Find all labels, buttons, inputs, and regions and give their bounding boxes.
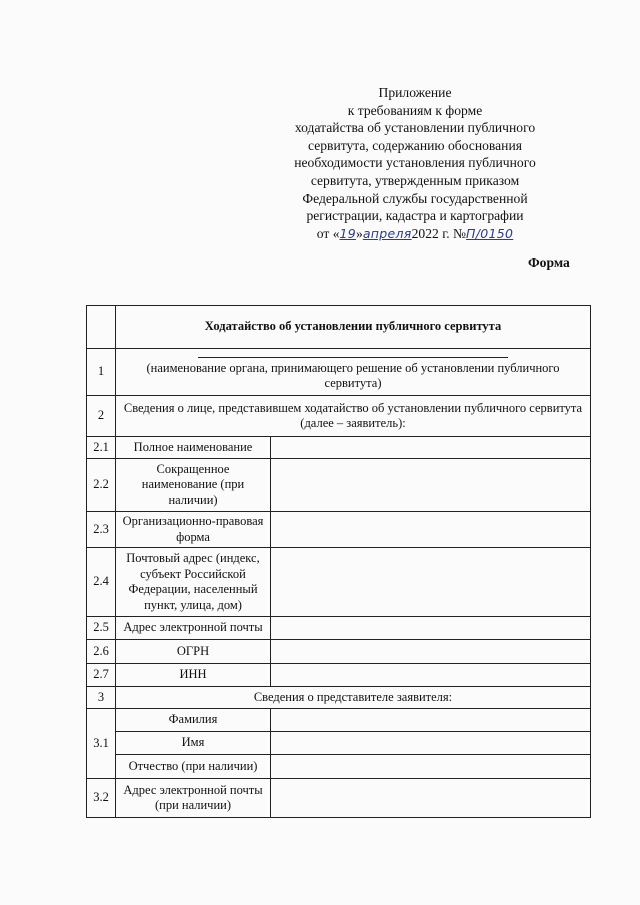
field-label: Имя: [116, 732, 271, 755]
section-heading: Сведения о представителе заявителя:: [116, 687, 591, 709]
table-row: [87, 349, 591, 396]
authority-blank-line: [198, 353, 508, 358]
table-row: [87, 459, 591, 512]
row-number: 2.7: [87, 664, 116, 687]
field-label: Полное наименование: [116, 437, 271, 459]
field-label: ИНН: [116, 664, 271, 687]
row-number: 2.5: [87, 617, 116, 640]
field-label: Отчество (при наличии): [116, 755, 271, 779]
field-label: Организационно-правовая форма: [116, 512, 271, 548]
form-label: Форма: [528, 255, 570, 270]
row-number: 3: [87, 687, 116, 709]
field-label: Адрес электронной почты: [116, 617, 271, 640]
inn-field[interactable]: [271, 664, 591, 687]
field-label: ОГРН: [116, 640, 271, 664]
header-line: сервитута, содержанию обоснования: [308, 137, 522, 153]
postal-address-field[interactable]: [271, 548, 591, 617]
table-row: [87, 396, 591, 437]
row-number: 2.6: [87, 640, 116, 664]
table-row: [87, 664, 591, 687]
date-prefix: от «: [316, 225, 340, 241]
field-label: Сокращенное наименование (при наличии): [116, 459, 271, 512]
email-field[interactable]: [271, 617, 591, 640]
table-row: [87, 755, 591, 779]
row-number: 2.1: [87, 437, 116, 459]
header-line: необходимости установления публичного: [294, 155, 536, 171]
appendix-header: [290, 84, 540, 242]
table-row: [87, 548, 591, 617]
table-row: [87, 640, 591, 664]
table-row: [87, 512, 591, 548]
table-row: [87, 709, 591, 732]
section-heading: Сведения о лице, представившем ходатайство об установлении публичного сервитута (далее – заявитель):: [116, 396, 591, 437]
legal-form-field[interactable]: [271, 512, 591, 548]
date-mid: »: [356, 225, 363, 241]
ogrn-field[interactable]: [271, 640, 591, 664]
header-line: Приложение: [378, 85, 452, 100]
rep-email-field[interactable]: [271, 779, 591, 818]
header-line: ходатайства об установлении публичного: [294, 120, 536, 136]
row-number: 1: [87, 349, 116, 396]
authority-caption: (наименование органа, принимающего решение об установлении публичного сервитута): [146, 360, 560, 390]
date-year: 2022 г. №: [411, 225, 467, 241]
table-row: [87, 617, 591, 640]
header-line: сервитута, утвержденным приказом: [310, 172, 520, 188]
field-label: Фамилия: [116, 709, 271, 732]
table-row: [87, 437, 591, 459]
date-day-handwritten: 19: [339, 225, 357, 241]
field-label: Почтовый адрес (индекс, субъект Российской Федерации, населенный пункт, улица, дом): [116, 548, 271, 617]
form-title: Ходатайство об установлении публичного сервитута: [116, 306, 591, 349]
field-label: Адрес электронной почты (при наличии): [116, 779, 271, 818]
date-month-handwritten: апреля: [362, 225, 412, 241]
table-row: [87, 306, 591, 349]
order-number-handwritten: П/0150: [466, 225, 514, 241]
row-number: 2.4: [87, 548, 116, 617]
row-number: 3.2: [87, 779, 116, 818]
number-cell: [87, 306, 116, 349]
header-line: регистрации, кадастра и картографии: [306, 208, 524, 224]
header-line: Федеральной службы государственной: [302, 190, 528, 206]
surname-field[interactable]: [271, 709, 591, 732]
table-row: [87, 732, 591, 755]
row-number: 2: [87, 396, 116, 437]
petition-form-table: [86, 305, 591, 818]
authority-name-cell[interactable]: [116, 349, 591, 396]
full-name-field[interactable]: [271, 437, 591, 459]
table-row: [87, 687, 591, 709]
header-line: к требованиям к форме: [347, 102, 483, 118]
patronymic-field[interactable]: [271, 755, 591, 779]
row-number: 2.3: [87, 512, 116, 548]
row-number: 2.2: [87, 459, 116, 512]
first-name-field[interactable]: [271, 732, 591, 755]
row-number: 3.1: [87, 709, 116, 779]
table-row: [87, 779, 591, 818]
order-date-line: [290, 225, 540, 243]
short-name-field[interactable]: [271, 459, 591, 512]
